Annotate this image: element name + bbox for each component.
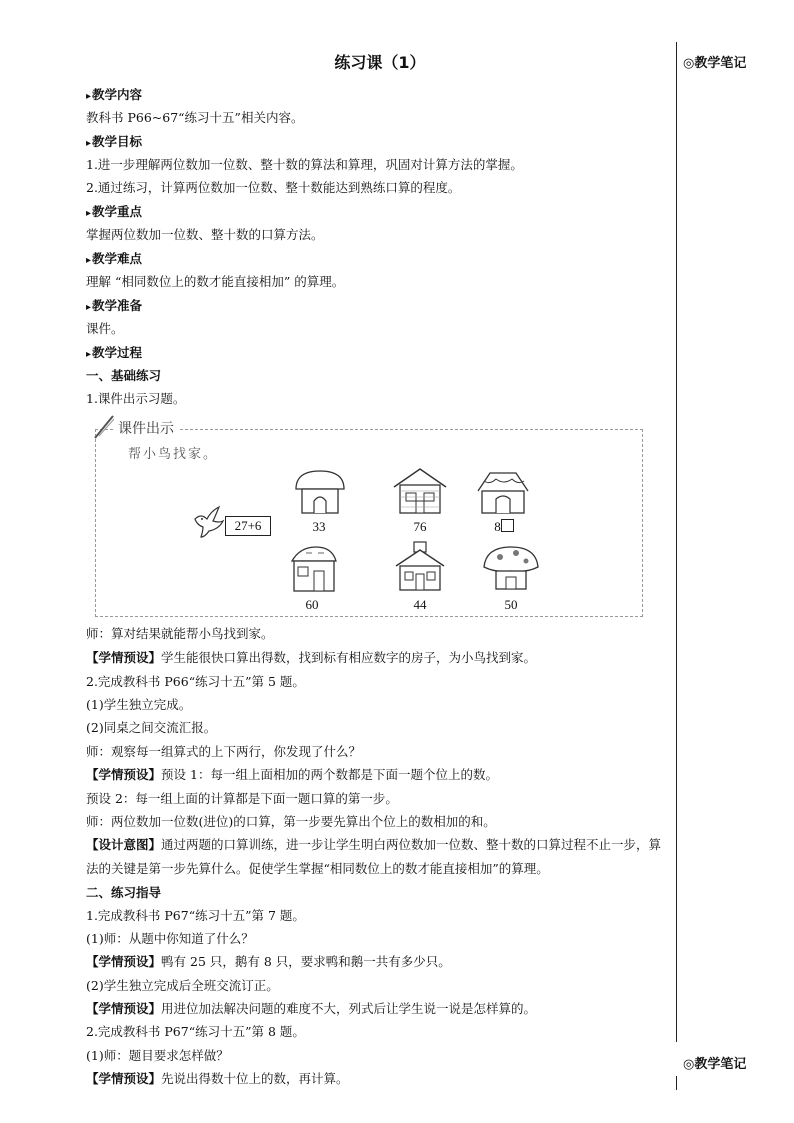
notes-divider-bottom [676,1076,677,1090]
text-line: 1.完成教科书 P67“练习十五”第 7 题。 [86,908,305,923]
text-line: 【学情预设】学生能很快口算出得数，找到标有相应数字的房子，为小鸟找到家。 [86,650,537,665]
house-number: 44 [413,597,427,612]
snow-roof-house-icon [474,467,532,515]
exercise-box-title: 课件出示 [114,418,178,438]
section-basic-practice: 一、基础练习 [86,368,162,383]
exercise-subtitle: 帮小鸟找家。 [128,447,219,462]
house-number: 50 [504,597,518,612]
text-line: 1.进一步理解两位数加一位数、整十数的算法和算理，巩固对计算方法的掌握。 [86,157,523,172]
text-line: 师：算对结果就能帮小鸟找到家。 [86,626,274,641]
design-intent-paragraph: 【设计意图】通过两题的口算训练，进一步让学生明白两位数加一位数、整十数的口算过程不止一步，算法的关键是第一步先算什么。促使学生掌握“相同数位上的数才能直接相加”的算理。 [86,837,662,876]
text-line: (2)学生独立完成后全班交流订正。 [86,978,279,993]
bird-icon [193,505,225,539]
text-line: 掌握两位数加一位数、整十数的口算方法。 [86,227,324,242]
answer-box [501,519,514,532]
heading-difficulties: ▸ 教学难点 [86,251,142,269]
heading-objectives: ▸ 教学目标 [86,134,142,152]
house-number: 8 [474,519,534,535]
house-number: 33 [312,519,326,534]
text-line: 理解 “相同数位上的数才能直接相加” 的算理。 [86,274,345,289]
heading-key-points: ▸ 教学重点 [86,204,142,222]
text-line: (1)学生独立完成。 [86,697,192,712]
text-line: 2.完成教科书 P67“练习十五”第 8 题。 [86,1024,305,1039]
text-line: 1.课件出示习题。 [86,391,186,406]
text-line: (1)师：题目要求怎样做？ [86,1048,229,1063]
text-line: (2)同桌之间交流汇报。 [86,720,217,735]
text-line: 【学情预设】用进位加法解决问题的难度不大，列式后让学生说一说是怎样算的。 [86,1001,537,1016]
teaching-notes-label-bottom: ◎教学笔记 [683,1057,747,1072]
steeple-house-icon [392,540,448,594]
text-line: (1)师：从题中你知道了什么？ [86,931,254,946]
text-line: 师：两位数加一位数(进位)的口算，第一步要先算出个位上的数相加的和。 [86,814,496,829]
house-number: 60 [305,597,319,612]
text-line: 2.通过练习，计算两位数加一位数、整十数能达到熟练口算的程度。 [86,180,461,195]
cottage-house-icon [286,543,342,595]
mushroom-house-icon [292,467,348,515]
text-line: 【学情预设】鸭有 25 只，鹅有 8 只，要求鸭和鹅一共有多少只。 [86,954,451,969]
spotted-mushroom-house-icon [482,543,540,593]
notes-divider [676,42,677,1042]
text-line: 【学情预设】预设 1：每一组上面相加的两个数都是下面一题个位上的数。 [86,767,498,782]
text-line: 2.完成教科书 P66“练习十五”第 5 题。 [86,674,305,689]
teaching-notes-label: ◎教学笔记 [683,56,747,71]
heading-preparation: ▸ 教学准备 [86,298,142,316]
expression-card: 27+6 [225,516,271,536]
page-title: 练习课（1） [334,53,426,72]
text-line: 预设 2：每一组上面的计算都是下面一题口算的第一步。 [86,791,398,806]
heading-content: ▸ 教学内容 [86,87,142,105]
heading-process: ▸ 教学过程 [86,345,142,363]
brick-house-icon [392,467,448,515]
text-line: 师：观察每一组算式的上下两行，你发现了什么？ [86,744,362,759]
house-number: 76 [413,519,427,534]
section-practice-guidance: 二、练习指导 [86,885,162,900]
text-line: 【学情预设】先说出得数十位上的数，再计算。 [86,1071,349,1086]
text-line: 教科书 P66~67“练习十五”相关内容。 [86,110,304,125]
text-line: 课件。 [86,321,124,336]
